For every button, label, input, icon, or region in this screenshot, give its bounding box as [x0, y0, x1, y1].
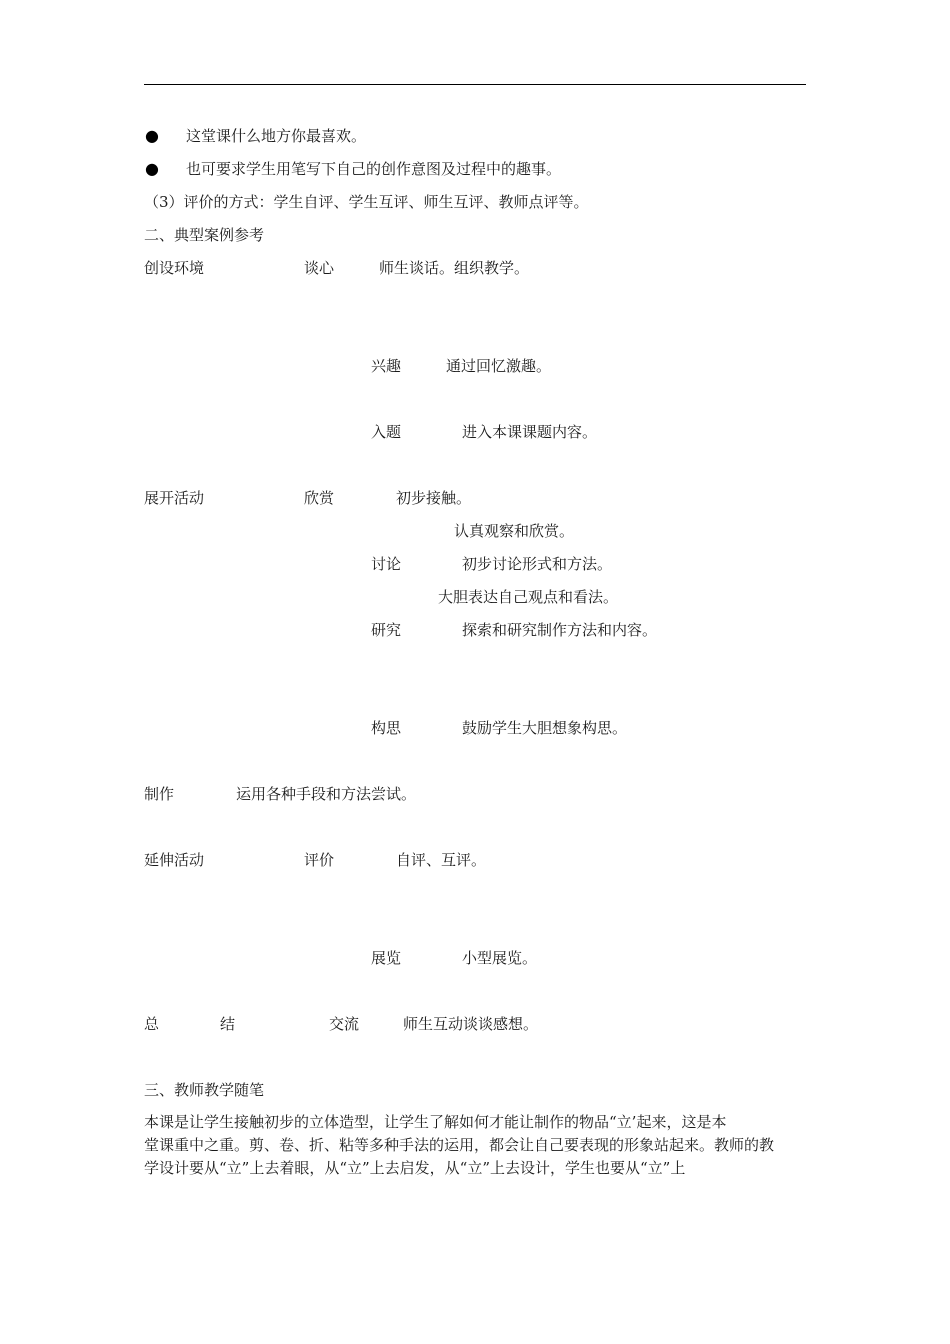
bullet-icon: ● — [145, 126, 159, 145]
notes-line: 本课是让学生接触初步的立体造型，让学生了解如何才能让制作的物品“立’起来，这是本 — [144, 1113, 727, 1131]
section-heading-cases: 二、典型案例参考 — [144, 226, 265, 244]
evaluation-methods: （3）评价的方式：学生自评、学生互评、师生互评、教师点评等。 — [144, 193, 589, 211]
bullet-text-writing: 也可要求学生用笔写下自己的创作意图及过程中的趣事。 — [186, 160, 562, 178]
header-rule — [144, 84, 806, 85]
step-exchange: 交流 — [329, 1015, 360, 1033]
step-conceive-desc: 鼓励学生大胆想象构思。 — [462, 719, 628, 737]
stage-summary-char-2: 结 — [220, 1015, 236, 1033]
step-interest-desc: 通过回忆激趣。 — [446, 357, 552, 375]
step-exhibit-desc: 小型展览。 — [462, 949, 538, 967]
step-exchange-desc: 师生互动谈谈感想。 — [403, 1015, 539, 1033]
step-conceive: 构思 — [371, 719, 402, 737]
step-research-desc: 探索和研究制作方法和内容。 — [462, 621, 658, 639]
notes-line: 学设计要从“立”上去着眼，从“立”上去启发，从“立”上去设计，学生也要从“立”上 — [144, 1159, 686, 1177]
teacher-notes-paragraph — [144, 1111, 808, 1180]
stage-making-desc: 运用各种手段和方法尝试。 — [236, 785, 417, 803]
step-discuss-desc: 初步讨论形式和方法。 — [462, 555, 613, 573]
bullet-text-favorite: 这堂课什么地方你最喜欢。 — [186, 127, 367, 145]
step-exhibit: 展览 — [371, 949, 402, 967]
step-discuss-desc-2: 大胆表达自己观点和看法。 — [438, 588, 619, 606]
step-research: 研究 — [371, 621, 402, 639]
stage-activity: 展开活动 — [144, 489, 205, 507]
step-discuss: 讨论 — [371, 555, 402, 573]
step-intro: 入题 — [371, 423, 402, 441]
step-appreciate-desc-2: 认真观察和欣赏。 — [454, 522, 575, 540]
step-evaluate: 评价 — [304, 851, 335, 869]
step-talk: 谈心 — [304, 259, 335, 277]
section-heading-notes: 三、教师教学随笔 — [144, 1081, 265, 1099]
step-intro-desc: 进入本课课题内容。 — [462, 423, 598, 441]
step-interest: 兴趣 — [371, 357, 402, 375]
notes-line: 堂课重中之重。剪、卷、折、粘等多种手法的运用，都会让自己要表现的形象站起来。教师的教 — [144, 1136, 775, 1154]
stage-create-env: 创设环境 — [144, 259, 205, 277]
step-appreciate-desc: 初步接触。 — [396, 489, 472, 507]
stage-making: 制作 — [144, 785, 175, 803]
stage-extension: 延伸活动 — [144, 851, 205, 869]
bullet-icon: ● — [145, 159, 159, 178]
step-evaluate-desc: 自评、互评。 — [396, 851, 487, 869]
stage-summary-char-1: 总 — [144, 1015, 160, 1033]
step-appreciate: 欣赏 — [304, 489, 335, 507]
step-talk-desc: 师生谈话。组织教学。 — [379, 259, 530, 277]
